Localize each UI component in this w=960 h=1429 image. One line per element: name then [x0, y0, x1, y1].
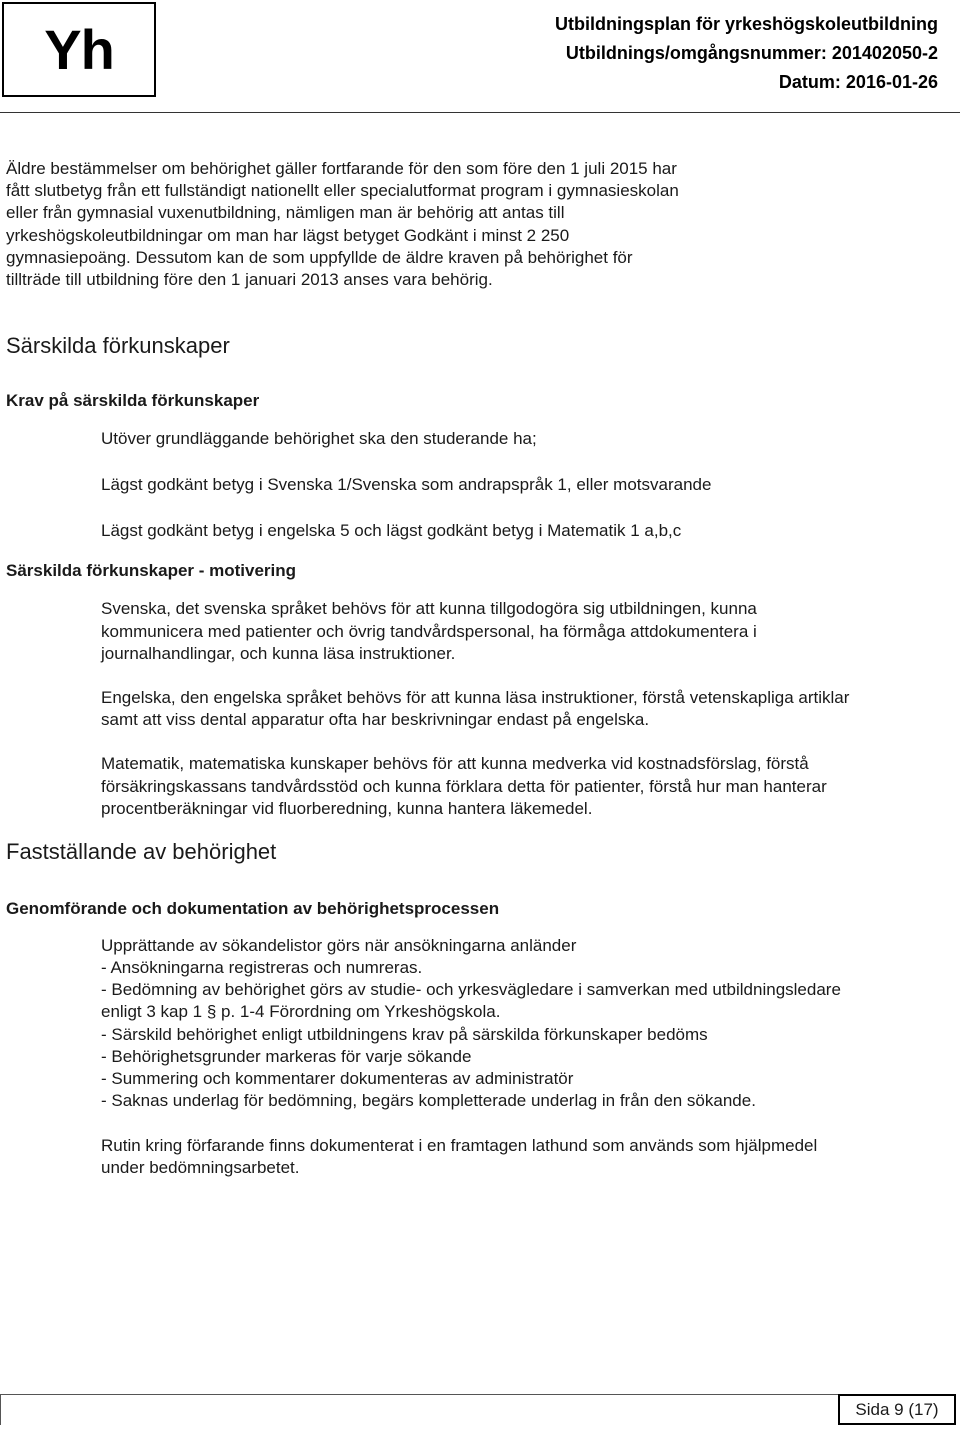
subsection-heading: Krav på särskilda förkunskaper: [6, 391, 260, 410]
paragraph-line: yrkeshögskoleutbildningar om man har lägst betyget Godkänt i minst 2 250: [6, 226, 570, 245]
requirement-item: Lägst godkänt betyg i engelska 5 och lägst godkänt betyg i Matematik 1 a,b,c: [101, 521, 682, 540]
logo-text: Yh: [44, 18, 114, 81]
paragraph-line: Äldre bestämmelser om behörighet gäller fortfarande för den som före den 1 juli 2015 har: [6, 159, 677, 178]
subsection-heading: Genomförande och dokumentation av behörighetsprocessen: [6, 899, 500, 918]
paragraph-line: eller från gymnasial vuxenutbildning, nämligen man är behörig att antas till: [6, 203, 565, 222]
paragraph-line: Rutin kring förfarande finns dokumenterat i en framtagen lathund som används som hjälpmedel: [101, 1136, 818, 1155]
paragraph-line: gymnasiepoäng. Dessutom kan de som uppfyllde de äldre kraven på behörighet för: [6, 248, 633, 267]
list-item: - Summering och kommentarer dokumenteras av administratör: [101, 1069, 574, 1088]
list-item: - Ansökningarna registreras och numreras.: [101, 958, 423, 977]
list-item: - Behörighetsgrunder markeras för varje sökande: [101, 1047, 472, 1066]
list-item: Upprättande av sökandelistor görs när ansökningarna anländer: [101, 936, 577, 955]
paragraph-line: Matematik, matematiska kunskaper behövs för att kunna medverka vid kostnadsförslag, förstå: [101, 754, 809, 773]
document-number: Utbildnings/omgångsnummer: 201402050-2: [565, 43, 938, 63]
footer-divider: [0, 1394, 838, 1395]
paragraph-line: kommunicera med patienter och övrig tandvårdspersonal, ha förmåga attdokumentera i: [101, 622, 757, 641]
section-heading: Fastställande av behörighet: [6, 839, 277, 864]
paragraph-line: Engelska, den engelska språket behövs för att kunna läsa instruktioner, förstå vetenskapliga artiklar: [101, 688, 850, 707]
list-item: - Särskild behörighet enligt utbildningens krav på särskilda förkunskaper bedöms: [101, 1025, 708, 1044]
paragraph-line: journalhandlingar, och kunna läsa instruktioner.: [101, 644, 456, 663]
subsection-heading: Särskilda förkunskaper - motivering: [6, 561, 297, 580]
page-number-box: [838, 1394, 956, 1425]
logo: [2, 2, 156, 97]
paragraph-line: procentberäkningar vid fluorberedning, kunna hantera läkemedel.: [101, 799, 593, 818]
requirement-item: Lägst godkänt betyg i Svenska 1/Svenska som andrapspråk 1, eller motsvarande: [101, 475, 712, 494]
document-date: Datum: 2016-01-26: [778, 72, 938, 92]
page-number: Sida 9 (17): [855, 1399, 939, 1419]
paragraph-line: samt att viss dental apparatur ofta har beskrivningar endast på engelska.: [101, 710, 650, 729]
document-title: Utbildningsplan för yrkeshögskoleutbildning: [554, 14, 938, 34]
paragraph-line: fått slutbetyg från ett fullständigt nationellt eller specialutformat program i gymnasieskolan: [6, 181, 679, 200]
paragraph-line: tillträde till utbildning före den 1 januari 2013 anses vara behörig.: [6, 270, 493, 289]
header-divider: [0, 112, 960, 113]
list-item: - Saknas underlag för bedömning, begärs kompletterade underlag in från den sökande.: [101, 1091, 756, 1110]
list-item: - Bedömning av behörighet görs av studie- och yrkesvägledare i samverkan med utbildningsledare: [101, 980, 841, 999]
footer-divider-left: [0, 1394, 1, 1425]
list-item: enligt 3 kap 1 § p. 1-4 Förordning om Yrkeshögskola.: [101, 1002, 501, 1021]
requirements-intro: Utöver grundläggande behörighet ska den studerande ha;: [101, 429, 537, 448]
section-heading: Särskilda förkunskaper: [6, 333, 230, 358]
document-header: [555, 10, 938, 97]
paragraph-line: under bedömningsarbetet.: [101, 1158, 300, 1177]
paragraph-line: Svenska, det svenska språket behövs för att kunna tillgodogöra sig utbildningen, kunna: [101, 599, 757, 618]
paragraph-line: försäkringskassans tandvårdsstöd och kunna förklara detta för patienter, förstå hur man hanterar: [101, 777, 827, 796]
